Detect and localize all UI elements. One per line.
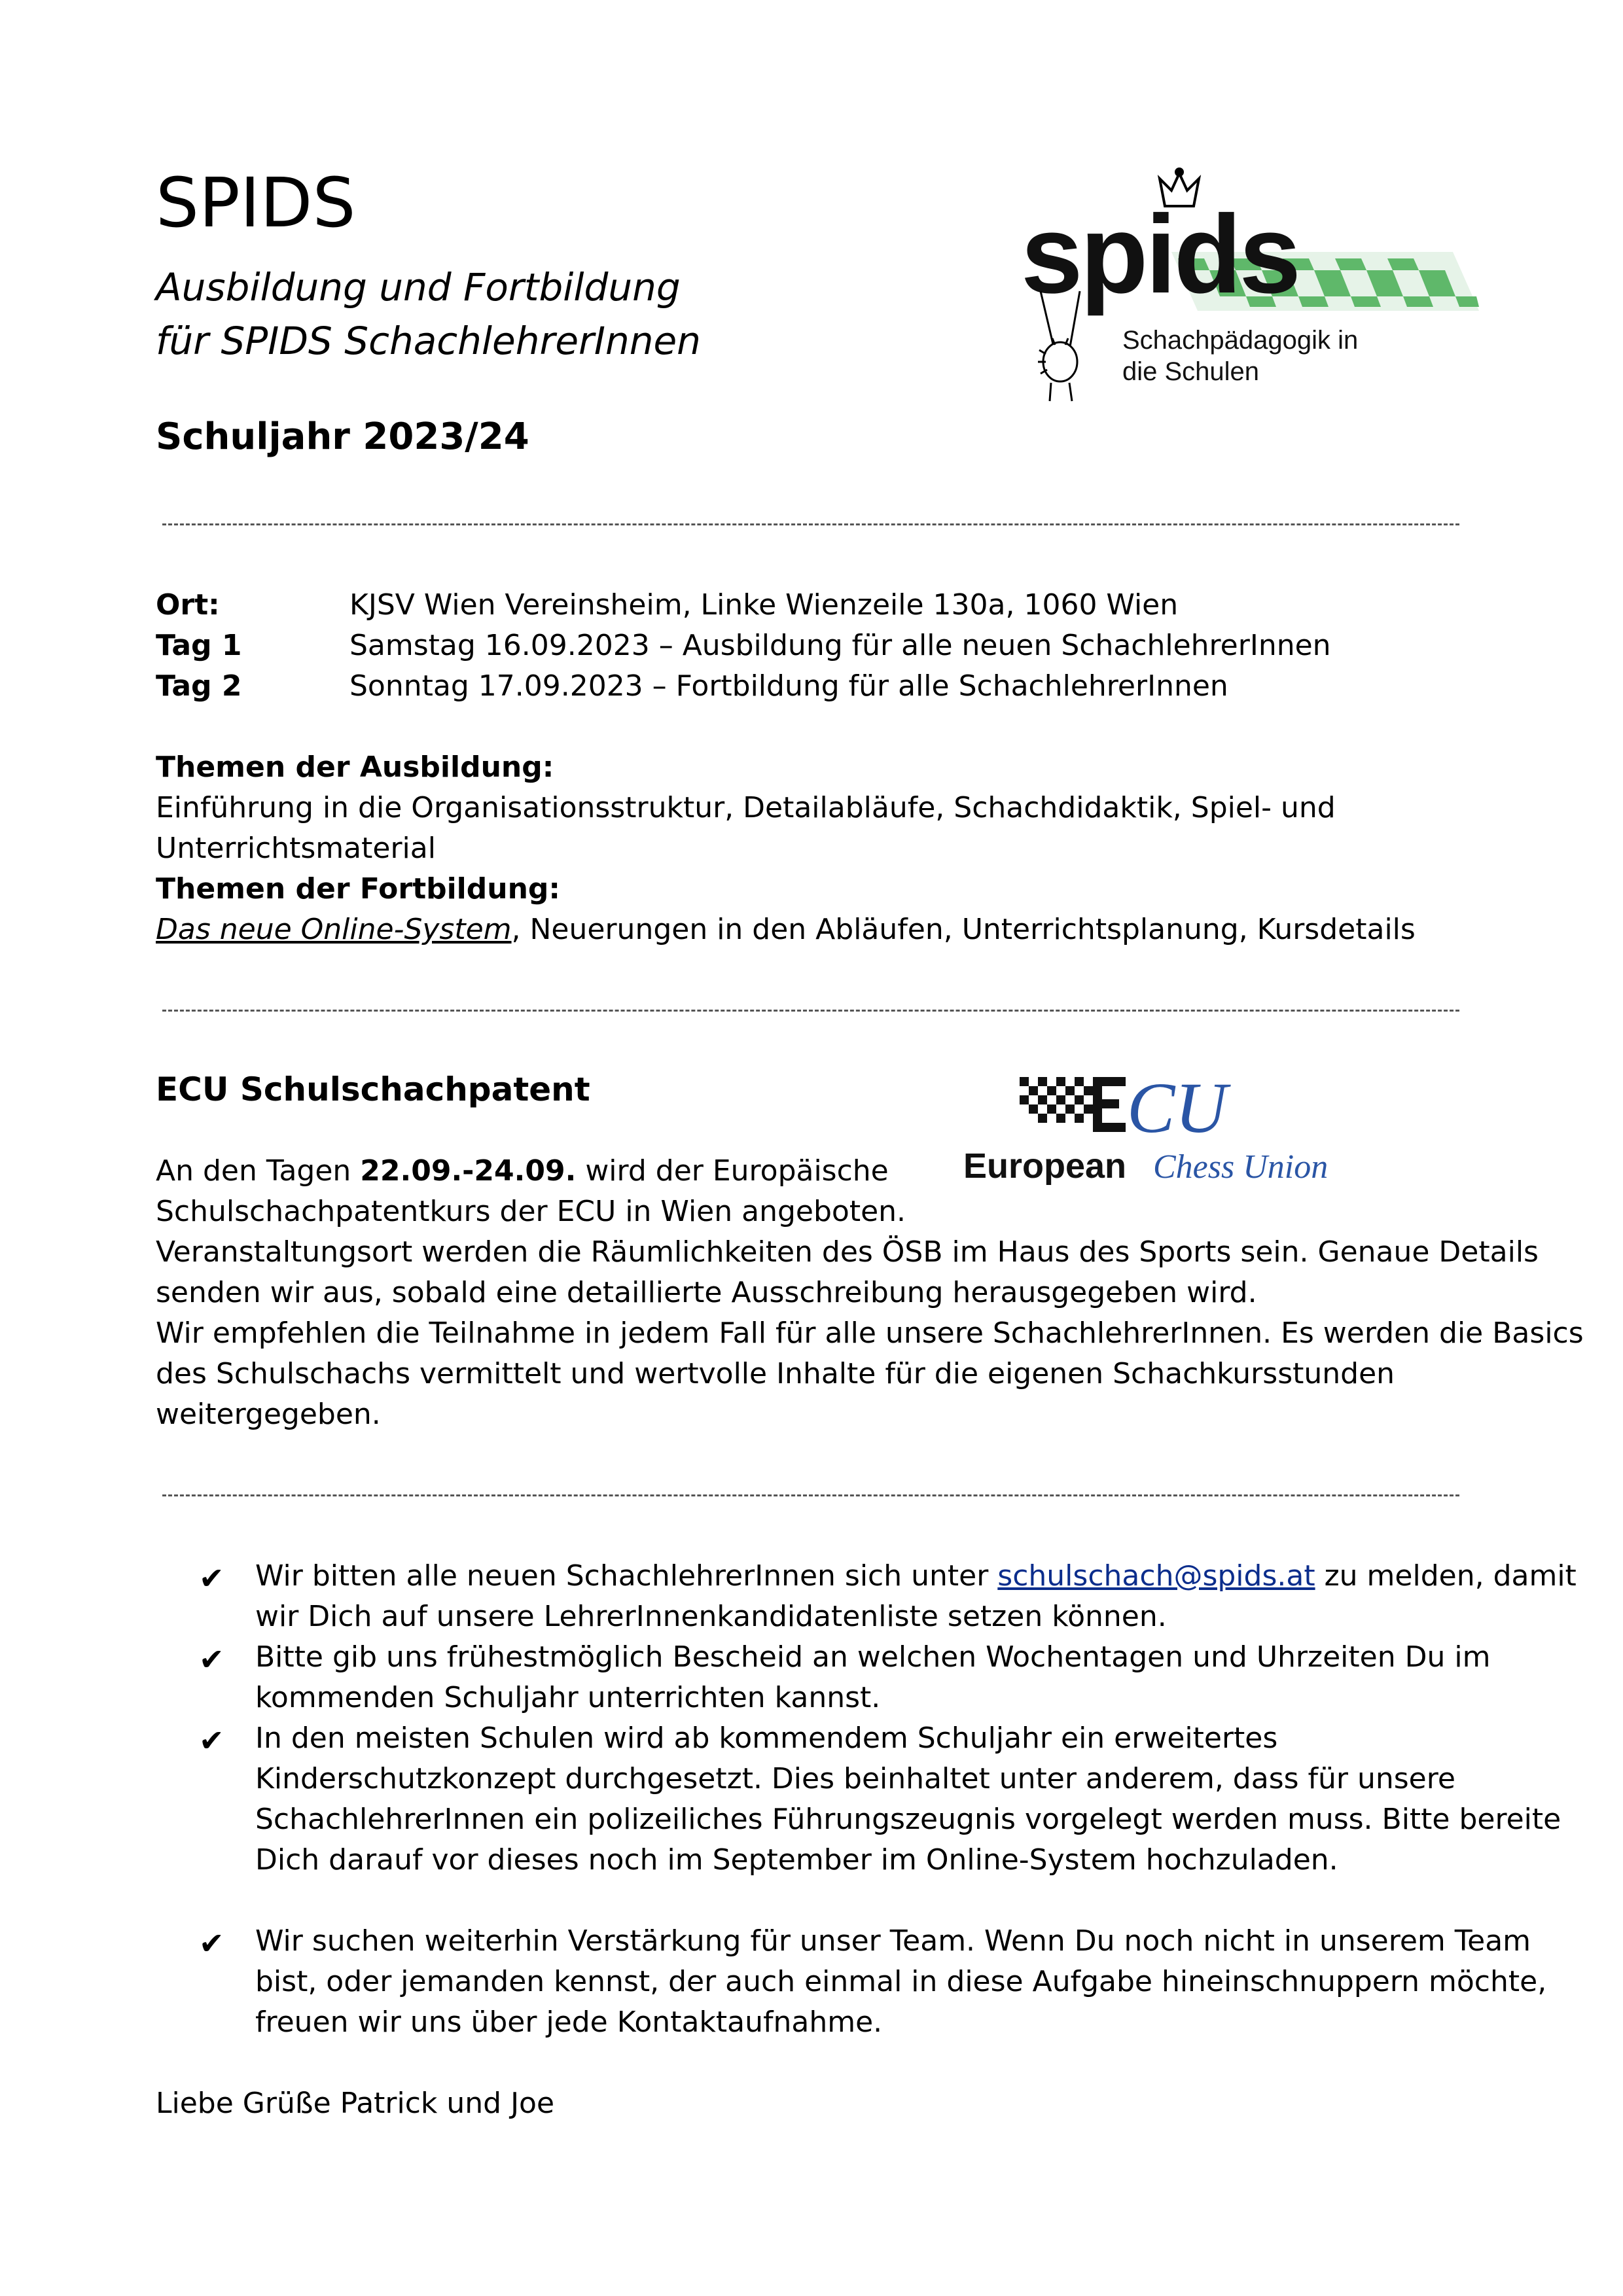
online-system-link[interactable]: Das neue Online-System xyxy=(156,913,512,946)
separator-line xyxy=(162,523,1459,525)
bullet-text: zu melden, damit xyxy=(1315,1559,1577,1593)
bullet-3-line-2: Kinderschutzkonzept durchgesetzt. Dies beinhaltet unter anderem, dass für unsere xyxy=(255,1762,1455,1795)
checkered-pattern-icon xyxy=(1020,1077,1126,1132)
bullet-4-line-3: freuen wir uns über jede Kontaktaufnahme. xyxy=(255,2005,883,2039)
school-year: Schuljahr 2023/24 xyxy=(156,415,529,458)
ecu-paragraph-line-2: Schulschachpatentkurs der ECU in Wien angeboten. xyxy=(156,1195,906,1228)
spids-logo xyxy=(1008,167,1479,409)
checkmark-icon: ✔ xyxy=(199,1723,224,1758)
further-training-line xyxy=(156,915,1416,944)
info-value: Samstag 16.09.2023 – Ausbildung für alle neuen SchachlehrerInnen xyxy=(349,629,1331,662)
checkmark-icon: ✔ xyxy=(199,1642,224,1677)
bullet-3-line-4: Dich darauf vor dieses noch im September im Online-System hochzuladen. xyxy=(255,1843,1338,1877)
ecu-dates: 22.09.-24.09. xyxy=(360,1154,577,1188)
bullet-text: Wir bitten alle neuen SchachlehrerInnen sich unter xyxy=(255,1559,998,1593)
ecu-logo-cu: CU xyxy=(1127,1073,1227,1148)
ecu-paragraph-line-6: des Schulschachs vermittelt und wertvolle Inhalte für die eigenen Schachkursstunden xyxy=(156,1357,1395,1390)
info-label: Tag 2 xyxy=(156,669,242,703)
email-link[interactable]: schulschach@spids.at xyxy=(997,1559,1315,1593)
separator-line xyxy=(162,1494,1459,1496)
checkmark-icon: ✔ xyxy=(199,1561,224,1596)
info-value: KJSV Wien Vereinsheim, Linke Wienzeile 130a, 1060 Wien xyxy=(349,588,1179,622)
ecu-paragraph-line-3: Veranstaltungsort werden die Räumlichkeiten des ÖSB im Haus des Sports sein. Genaue Details xyxy=(156,1235,1539,1269)
training-topics-heading: Themen der Ausbildung: xyxy=(156,751,554,784)
info-label: Tag 1 xyxy=(156,629,242,662)
subtitle-line-2: für SPIDS SchachlehrerInnen xyxy=(156,319,701,363)
bullet-3-line-1: In den meisten Schulen wird ab kommendem Schuljahr ein erweitertes xyxy=(255,1722,1278,1755)
training-topics-line-2: Unterrichtsmaterial xyxy=(156,832,436,865)
further-training-text: , Neuerungen in den Abläufen, Unterrichtsplanung, Kursdetails xyxy=(511,913,1416,946)
further-training-heading: Themen der Fortbildung: xyxy=(156,872,560,906)
checkmark-icon: ✔ xyxy=(199,1926,224,1961)
separator-line xyxy=(162,1010,1459,1012)
spids-wordmark: spids xyxy=(1021,192,1299,317)
ecu-paragraph-line-1 xyxy=(156,1154,889,1188)
closing-greeting: Liebe Grüße Patrick und Joe xyxy=(156,2087,555,2120)
ecu-paragraph-line-5: Wir empfehlen die Teilnahme in jedem Fall für alle unsere SchachlehrerInnen. Es werden die Basics xyxy=(156,1316,1584,1350)
bullet-4-line-1: Wir suchen weiterhin Verstärkung für unser Team. Wenn Du noch nicht in unserem Team xyxy=(255,1924,1531,1958)
bullet-1-line-1 xyxy=(255,1559,1577,1593)
ecu-heading: ECU Schulschachpatent xyxy=(156,1070,590,1108)
info-value: Sonntag 17.09.2023 – Fortbildung für alle SchachlehrerInnen xyxy=(349,669,1228,703)
bullet-2-line-1: Bitte gib uns frühestmöglich Bescheid an welchen Wochentagen und Uhrzeiten Du im xyxy=(255,1640,1491,1674)
ecu-logo-chess-union: Chess Union xyxy=(1153,1148,1329,1186)
training-topics-line-1: Einführung in die Organisationsstruktur, Detailabläufe, Schachdidaktik, Spiel- und xyxy=(156,791,1336,824)
ecu-text: wird der Europäische xyxy=(576,1154,889,1188)
bullet-4-line-2: bist, oder jemanden kennst, der auch einmal in diese Aufgabe hineinschnuppern möchte, xyxy=(255,1965,1547,1998)
info-label: Ort: xyxy=(156,588,220,622)
page-title: SPIDS xyxy=(156,163,356,243)
bullet-3-line-3: SchachlehrerInnen ein polizeiliches Führungszeugnis vorgelegt werden muss. Bitte bereite xyxy=(255,1803,1561,1836)
spids-tagline-line-1: Schachpädagogik in xyxy=(1122,326,1359,355)
ecu-paragraph-line-7: weitergegeben. xyxy=(156,1398,381,1431)
ecu-logo-european: European xyxy=(963,1146,1127,1186)
bullet-2-line-2: kommenden Schuljahr unterrichten kannst. xyxy=(255,1681,881,1714)
ecu-paragraph-line-4: senden wir aus, sobald eine detaillierte Ausschreibung herausgegeben wird. xyxy=(156,1276,1257,1309)
bullet-1-line-2: wir Dich auf unsere LehrerInnenkandidatenliste setzen können. xyxy=(255,1600,1167,1633)
subtitle-line-1: Ausbildung und Fortbildung xyxy=(156,265,681,309)
ecu-logo xyxy=(955,1073,1361,1204)
ecu-text: An den Tagen xyxy=(156,1154,361,1188)
spids-tagline-line-2: die Schulen xyxy=(1122,357,1260,386)
